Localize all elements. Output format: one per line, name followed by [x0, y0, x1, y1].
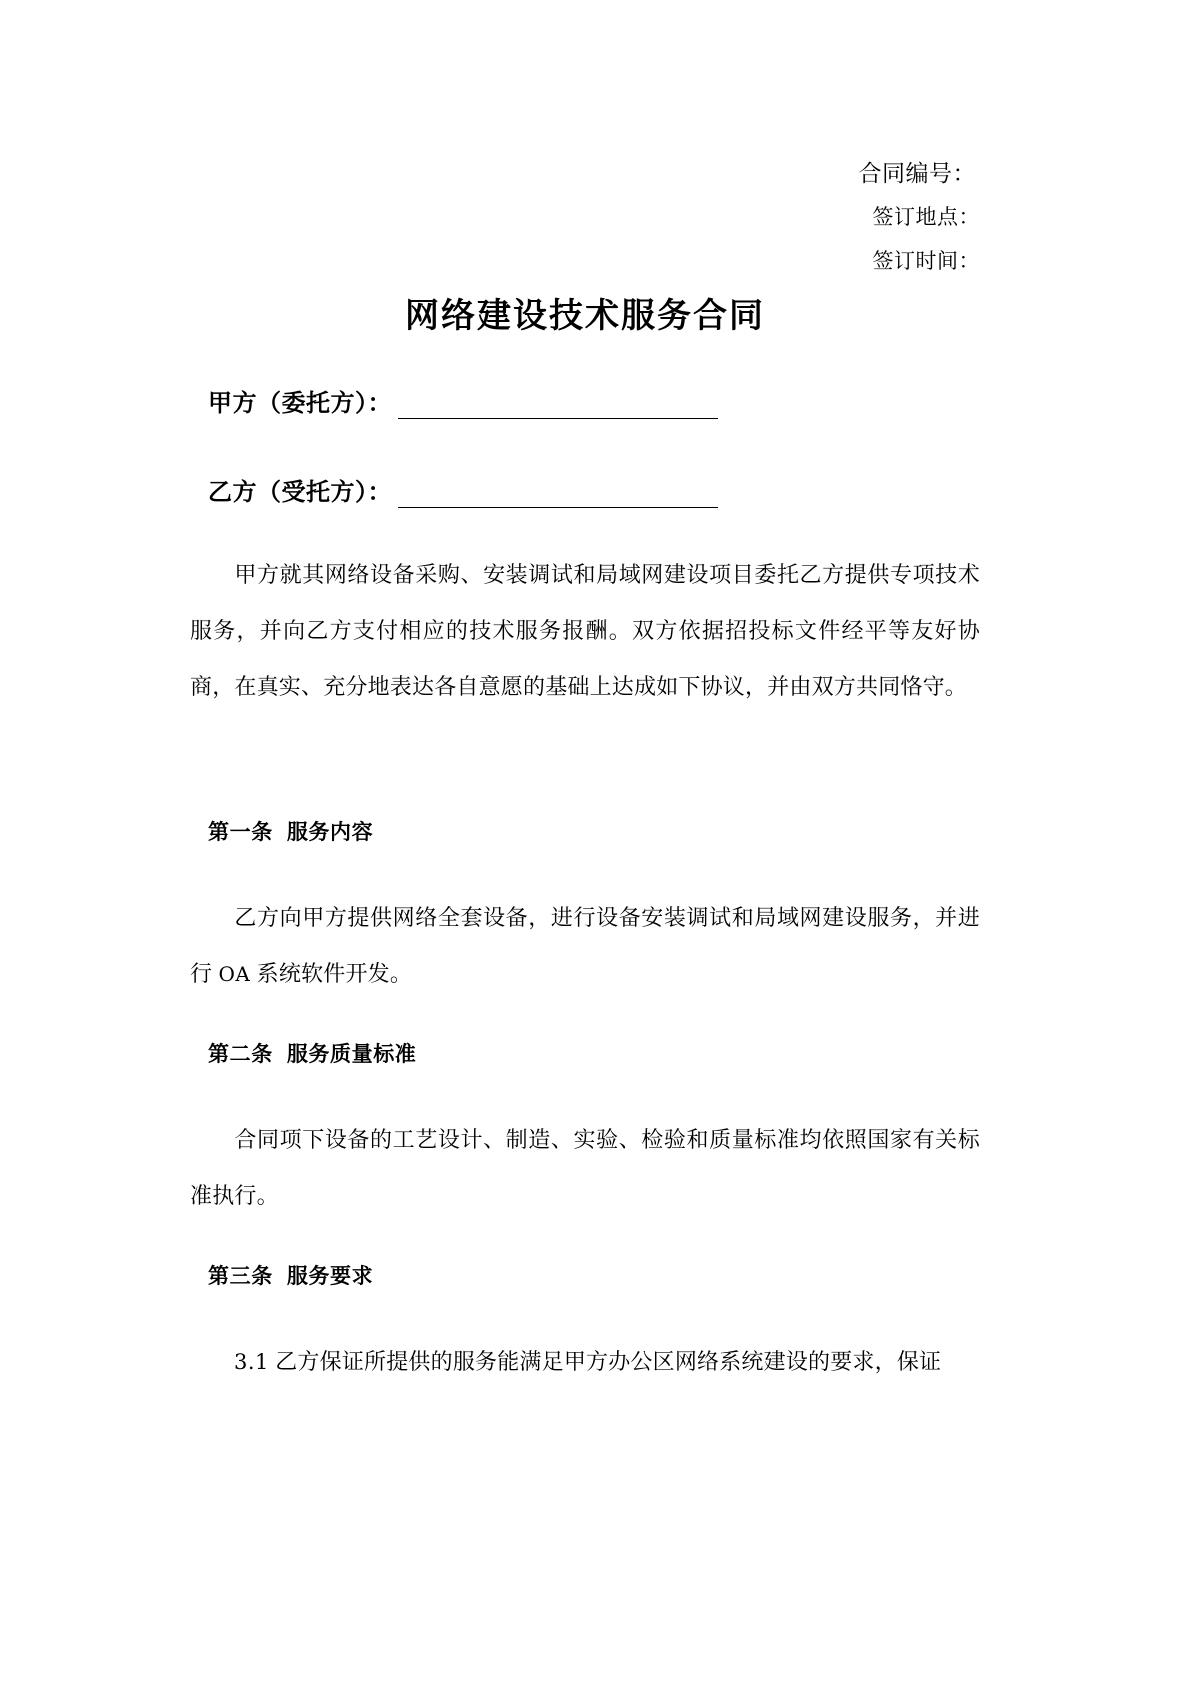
signing-place-label: 签订地点： — [872, 206, 980, 229]
section-2-heading — [208, 1040, 416, 1070]
section-1-text-part2: 系统软件开发。 — [250, 961, 413, 986]
party-b-fill-line[interactable] — [398, 485, 718, 508]
party-a-fill-line[interactable] — [398, 396, 718, 419]
section-1-latin-term: OA — [218, 962, 251, 986]
section-1-text-part1: 乙方向甲方提供网络全套设备，进行设备安装调试和局域网建设服务，并进行 — [190, 905, 980, 986]
section-1-heading — [208, 818, 373, 848]
preamble-paragraph — [190, 547, 980, 715]
section-1-number: 第一条 — [208, 821, 273, 844]
section-2-text: 合同项下设备的工艺设计、制造、实验、检验和质量标准均依照国家有关标准执行。 — [190, 1127, 980, 1208]
section-3-number: 第三条 — [208, 1265, 273, 1288]
section-1-title: 服务内容 — [286, 821, 374, 844]
contract-number-label: 合同编号： — [858, 160, 976, 186]
preamble-text: 甲方就其网络设备采购、安装调试和局域网建设项目委托乙方提供专项技术服务，并向乙方支付相应的技术服务报酬。双方依据招投标文件经平等友好协商，在真实、充分地表达各自意愿的基础上达成如下协议，并由双方共同恪守。 — [190, 562, 980, 699]
section-2-title: 服务质量标准 — [286, 1043, 417, 1066]
party-b-label: 乙方（受托方）： — [208, 479, 392, 506]
signing-date-label: 签订时间： — [872, 250, 980, 273]
section-3-clause-number: 3.1 — [234, 1350, 269, 1374]
section-3-heading — [208, 1262, 373, 1292]
party-a-row — [208, 389, 718, 419]
section-3-text: 乙方保证所提供的服务能满足甲方办公区网络系统建设的要求，保证 — [275, 1349, 942, 1374]
document-title: 网络建设技术服务合同 — [405, 298, 765, 335]
section-2-number: 第二条 — [208, 1043, 273, 1066]
section-1-body — [190, 890, 980, 1002]
contract-meta-block — [460, 150, 980, 284]
section-3-body — [190, 1334, 980, 1390]
section-2-body — [190, 1112, 980, 1224]
party-b-row — [208, 478, 718, 508]
party-a-label: 甲方（委托方）： — [208, 390, 392, 417]
section-3-title: 服务要求 — [286, 1265, 374, 1288]
